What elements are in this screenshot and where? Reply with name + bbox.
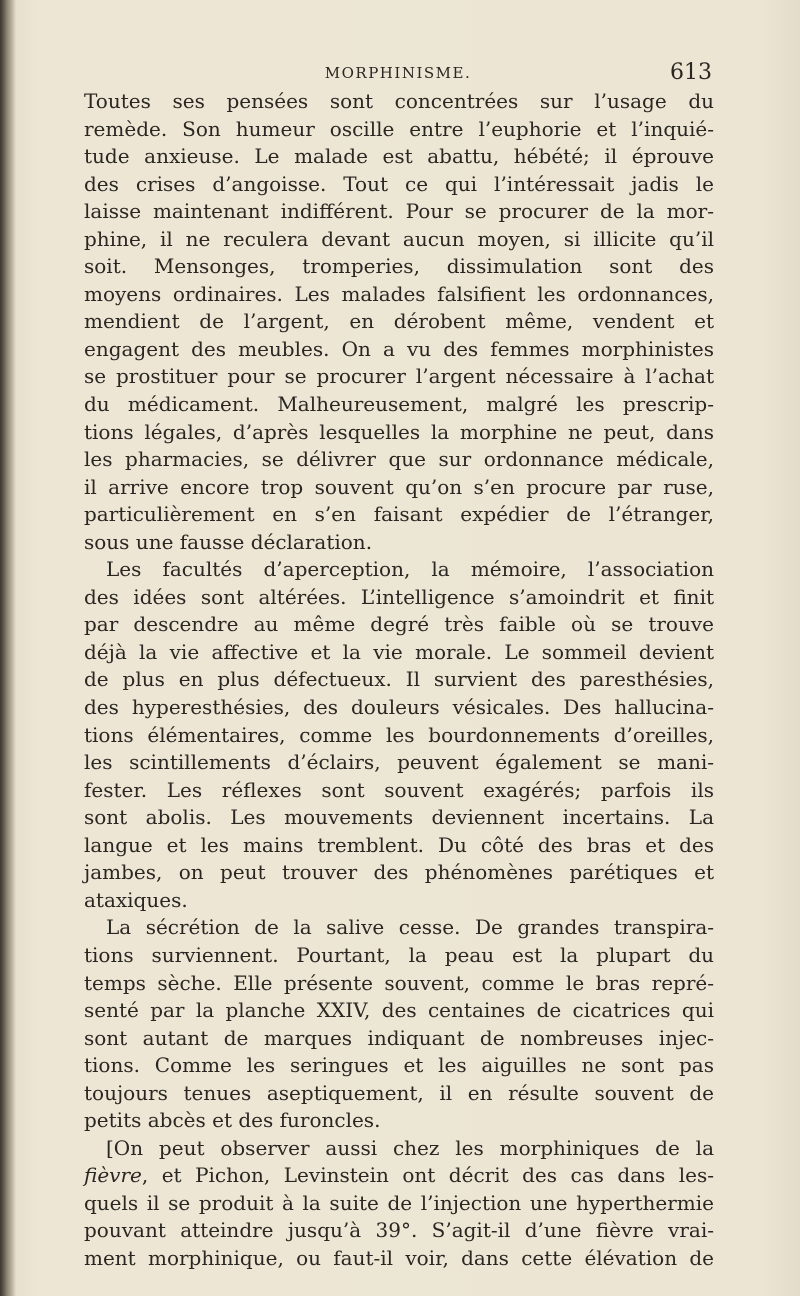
text-line: Les facultés d’aperception, la mémoire, l’association	[106, 557, 714, 582]
text-line: Toutes ses pensées sont concentrées sur l’usage du	[84, 89, 714, 113]
text-line: les pharmacies, se délivrer que sur ordonnance médicale,	[84, 447, 714, 472]
italic-word: fièvre	[84, 1163, 142, 1188]
text-line: il arrive encore trop souvent qu’on s’en procure par ruse,	[84, 474, 714, 499]
text-line: sont autant de marques indiquant de nombreuses injec-	[84, 1025, 714, 1050]
text-line: des idées sont altérées. L’intelligence s’amoindrit et finit	[84, 584, 714, 609]
page-number: 613	[670, 60, 712, 85]
text-line: ment morphinique, ou faut-il voir, dans cette élévation de	[84, 1245, 714, 1270]
text-line: du médicament. Malheureusement, malgré les prescrip-	[84, 392, 714, 417]
text-line: pouvant atteindre jusqu’à 39°. S’agit-il d’une fièvre vrai-	[84, 1218, 714, 1243]
running-title: MORPHINISME.	[324, 64, 472, 82]
text-line: par descendre au même degré très faible où se trouve	[84, 612, 714, 637]
text-line: tions élémentaires, comme les bourdonnements d’oreilles,	[84, 722, 714, 747]
text-line: sous une fausse déclaration.	[84, 529, 373, 554]
page-binding-edge	[0, 0, 16, 1296]
text-line: particulièrement en s’en faisant expédier de l’étranger,	[84, 502, 714, 527]
text-line-rest: , et Pichon, Levinstein ont décrit des cas dans les-	[141, 1163, 714, 1188]
text-line: de plus en plus défectueux. Il survient des paresthésies,	[84, 667, 714, 692]
text-line: mendient de l’argent, en dérobent même, vendent et	[84, 309, 714, 334]
text-line: des hyperesthésies, des douleurs vésicales. Des hallucina-	[84, 695, 714, 720]
text-line: temps sèche. Elle présente souvent, comme le bras repré-	[84, 970, 714, 995]
text-line: toujours tenues aseptiquement, il en résulte souvent de	[84, 1080, 714, 1105]
body-text	[84, 88, 714, 1273]
text-line: déjà la vie affective et la vie morale. Le sommeil devient	[84, 639, 714, 664]
text-line: les scintillements d’éclairs, peuvent également se mani-	[84, 750, 714, 775]
text-line: tions surviennent. Pourtant, la peau est la plupart du	[84, 942, 714, 967]
text-line: tions. Comme les seringues et les aiguilles ne sont pas	[84, 1053, 714, 1078]
text-line: jambes, on peut trouver des phénomènes parétiques et	[84, 860, 714, 885]
text-line: tude anxieuse. Le malade est abattu, hébété; il éprouve	[84, 144, 714, 169]
text-line: senté par la planche XXIV, des centaines de cicatrices qui	[84, 998, 714, 1023]
text-line: langue et les mains tremblent. Du côté des bras et des	[84, 832, 714, 857]
text-line: laisse maintenant indifférent. Pour se procurer de la mor-	[84, 199, 714, 224]
text-line: sont abolis. Les mouvements deviennent incertains. La	[84, 805, 714, 830]
text-line: soit. Mensonges, tromperies, dissimulation sont des	[84, 254, 714, 279]
running-head	[84, 58, 712, 88]
text-line: petits abcès et des furoncles.	[84, 1108, 381, 1133]
text-line	[84, 1162, 714, 1190]
text-line: La sécrétion de la salive cesse. De grandes transpira-	[106, 915, 714, 940]
text-line: tions légales, d’après lesquelles la morphine ne peut, dans	[84, 419, 714, 444]
text-line: ataxiques.	[84, 887, 188, 912]
text-line: quels il se produit à la suite de l’injection une hyperthermie	[84, 1190, 714, 1215]
text-line: phine, il ne reculera devant aucun moyen, si illicite qu’il	[84, 226, 714, 251]
text-line: engagent des meubles. On a vu des femmes morphinistes	[84, 336, 714, 361]
text-line: fester. Les réflexes sont souvent exagérés; parfois ils	[84, 777, 714, 802]
text-line: moyens ordinaires. Les malades falsifient les ordonnances,	[84, 281, 714, 306]
text-line: se prostituer pour se procurer l’argent nécessaire à l’achat	[84, 364, 714, 389]
text-line: des crises d’angoisse. Tout ce qui l’intéressait jadis le	[84, 171, 714, 196]
text-line: remède. Son humeur oscille entre l’euphorie et l’inquié-	[84, 116, 714, 141]
text-line: [On peut observer aussi chez les morphiniques de la	[106, 1135, 714, 1160]
